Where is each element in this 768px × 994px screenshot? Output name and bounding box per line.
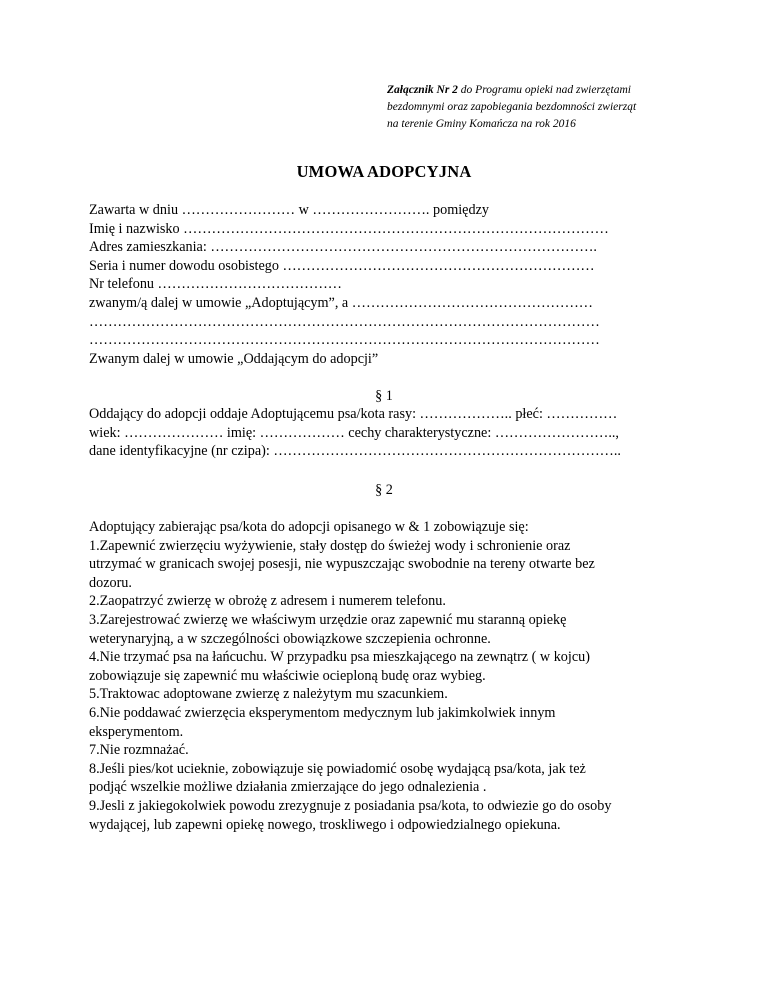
section-2-line: 5.Traktowac adoptowane zwierzę z należytym mu szacunkiem. (89, 686, 448, 703)
section-2-line: 7.Nie rozmnażać. (89, 742, 189, 759)
section-2-line: 4.Nie trzymać psa na łańcuchu. W przypadku psa mieszkającego na zewnątrz ( w kojcu) (89, 649, 590, 666)
section-2-line: 3.Zarejestrować zwierzę we właściwym urzędzie oraz zapewnić mu staranną opiekę (89, 611, 567, 628)
section-1-body (89, 405, 689, 461)
annex-line-3: na terenie Gminy Komańcza na rok 2016 (387, 118, 576, 130)
annex-line-1-rest: do Programu opieki nad zwierzętami (457, 84, 631, 96)
parties-line: Imię i nazwisko ……………………………………………………………………………… (89, 220, 609, 237)
parties-line: Seria i numer dowodu osobistego ………………………………………………………… (89, 257, 595, 274)
section-2-line: Adoptujący zabierając psa/kota do adopcji opisanego w & 1 zobowiązuje się: (89, 519, 529, 535)
section-1-line: dane identyfikacyjne (nr czipa): ……………………………………………………………….. (89, 443, 621, 460)
annex-label: Załącznik Nr 2 (387, 84, 458, 96)
section-1-line: wiek: ………………… imię: ……………… cechy charakterystyczne: …………………….., (89, 424, 619, 441)
parties-line: ……………………………………………………………………………………………… (89, 313, 600, 330)
section-2-line: 2.Zaopatrzyć zwierzę w obrożę z adresem i numerem telefonu. (89, 593, 446, 610)
section-2-line: 1.Zapewnić zwierzęciu wyżywienie, stały dostęp do świeżej wody i schronienie oraz (89, 537, 571, 554)
section-2-line: 9.Jesli z jakiegokolwiek powodu zrezygnuje z posiadania psa/kota, to odwiezie go do osoby (89, 797, 612, 814)
section-2-line: podjąć wszelkie możliwe działania zmierzające do jego odnalezienia . (89, 779, 487, 796)
parties-block (89, 201, 689, 368)
section-2-line: wydającej, lub zapewni opiekę nowego, troskliwego i odpowiedzialnego opiekuna. (89, 816, 561, 833)
section-2-line: 8.Jeśli pies/kot ucieknie, zobowiązuje się powiadomić osobę wydającą psa/kota, jak też (89, 760, 586, 777)
section-2-body (89, 518, 689, 834)
section-2-line: weterynaryjną, a w szczególności obowiązkowe szczepienia ochronne. (89, 630, 491, 647)
parties-line: Nr telefonu ………………………………… (89, 276, 342, 293)
section-2-line: dozoru. (89, 574, 132, 591)
section-2-line: eksperymentom. (89, 723, 184, 740)
document-title: UMOWA ADOPCYJNA (296, 162, 472, 181)
annex-line-2: bezdomnymi oraz zapobiegania bezdomności zwierząt (387, 101, 637, 113)
section-2-line: 6.Nie poddawać zwierzęcia eksperymentom medycznym lub jakimkolwiek innym (89, 704, 556, 721)
parties-line: ……………………………………………………………………………………………… (89, 332, 600, 349)
section-2-line: zobowiązuje się zapewnić mu właściwie ocieploną budę oraz wybieg. (89, 667, 486, 684)
section-2-heading: § 2 (375, 482, 393, 498)
parties-line: Zawarta w dniu …………………… w ……………………. pomiędzy (89, 202, 489, 218)
section-2-line: utrzymać w granicach swojej posesji, nie wypuszczając swobodnie na tereny otwarte bez (89, 556, 595, 573)
parties-line: zwanym/ą dalej w umowie „Adoptującym”, a …………………………………………… (89, 294, 593, 311)
annex-line-1 (387, 82, 727, 99)
annex-note (387, 82, 727, 133)
parties-line: Adres zamieszkania: ………………………………………………………………………. (89, 239, 597, 256)
parties-line: Zwanym dalej w umowie „Oddającym do adopcji” (89, 350, 379, 367)
section-1-line: Oddający do adopcji oddaje Adoptującemu psa/kota rasy: ……………….. płeć: …………… (89, 406, 618, 422)
section-1-heading: § 1 (375, 388, 393, 404)
